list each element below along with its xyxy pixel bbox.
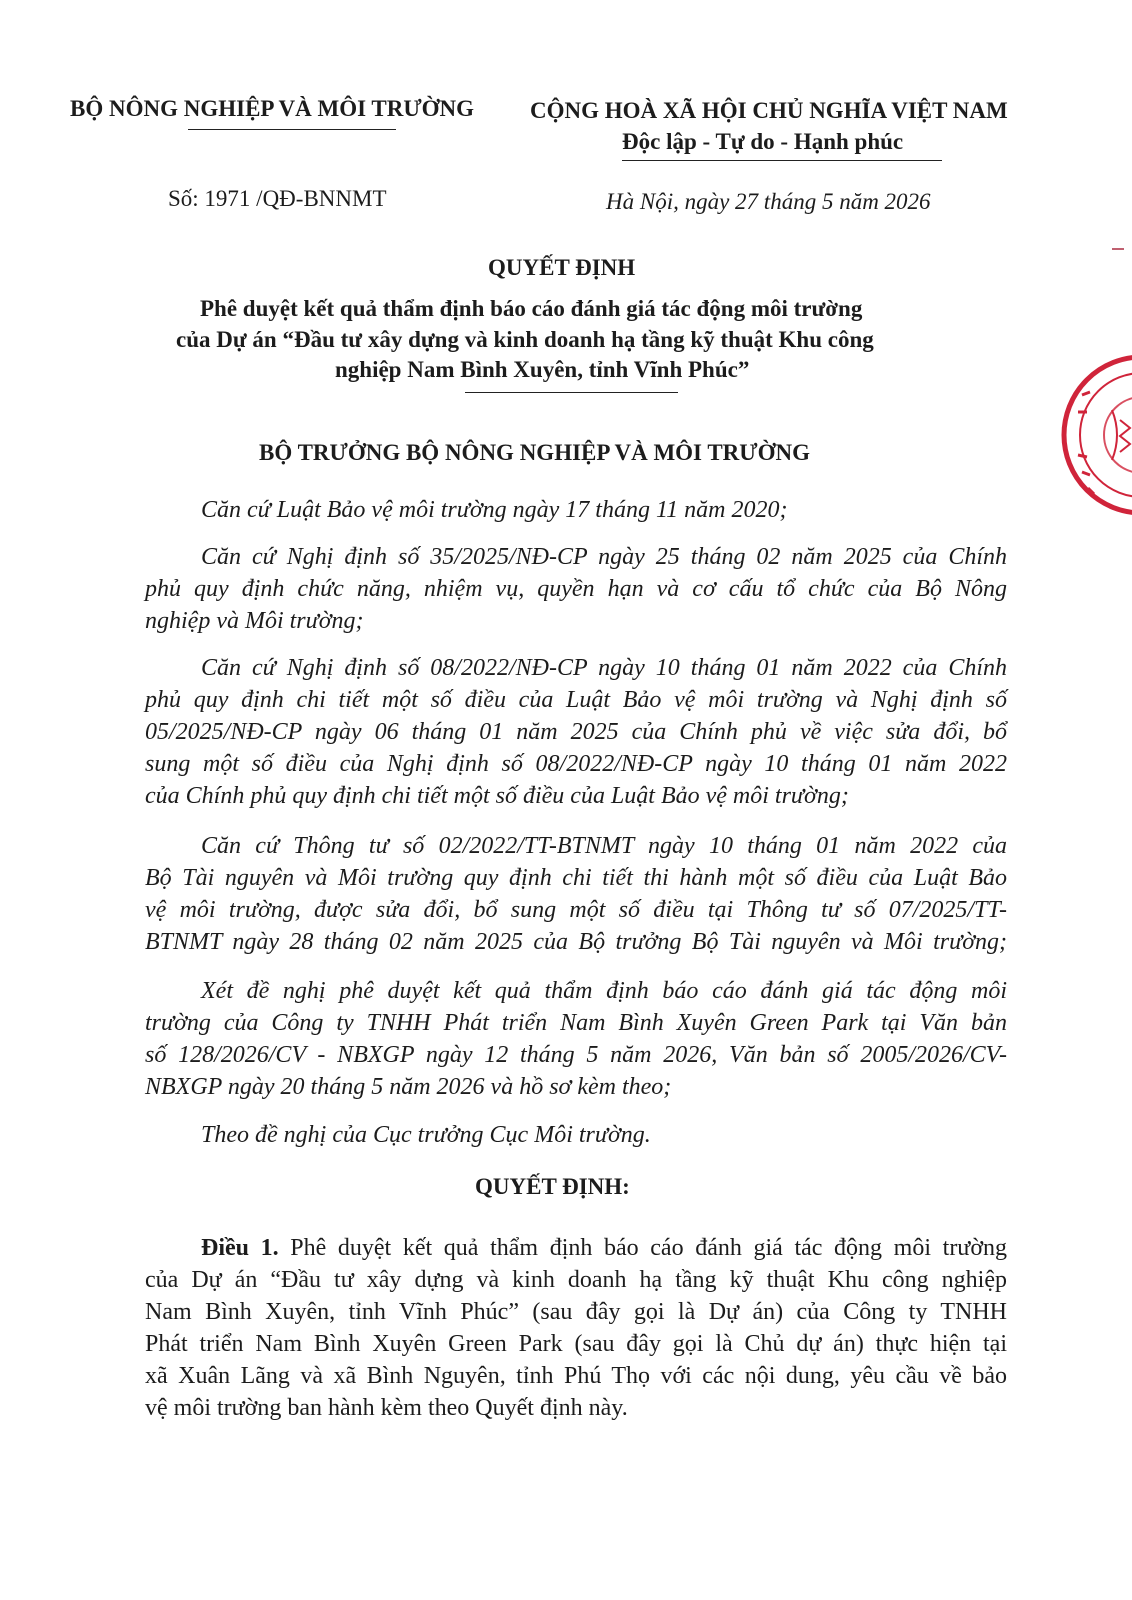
preamble-2: Căn cứ Nghị định số 35/2025/NĐ-CP ngày 25 tháng 02 năm 2025 của Chính phủ quy định chức năng, nhiệm vụ, quyền hạn và cơ cấu tổ chức của Bộ Nông nghiệp và Môi trường;	[145, 544, 1007, 634]
ministry-name: BỘ NÔNG NGHIỆP VÀ MÔI TRƯỜNG	[70, 96, 475, 121]
preamble-3: Căn cứ Nghị định số 08/2022/NĐ-CP ngày 10 tháng 01 năm 2022 của Chính phủ quy định chi tiết một số điều của Luật Bảo vệ môi trường và Nghị định số 05/2025/NĐ-CP ngày 06 tháng 01 năm 2025 của Chính phủ về việc sửa đổi, bổ sung một số điều của Nghị định số 08/2022/NĐ-CP ngày 10 tháng 01 năm 2022 của Chính phủ quy định chi tiết một số điều của Luật Bảo vệ môi trường;	[145, 655, 1007, 809]
subject-line-1: Phê duyệt kết quả thẩm định báo cáo đánh giá tác động môi trường	[200, 296, 863, 321]
motto-underline	[622, 160, 942, 161]
authority-title: BỘ TRƯỞNG BỘ NÔNG NGHIỆP VÀ MÔI TRƯỜNG	[259, 440, 810, 465]
article-1-label: Điều 1.	[201, 1235, 279, 1261]
ministry-underline	[188, 129, 396, 130]
article-1-first-line: Phê duyệt kết quả thẩm định báo cáo đánh giá tác động môi trường	[278, 1235, 1008, 1261]
subject-line-2: của Dự án “Đầu tư xây dựng và kinh doanh hạ tầng kỹ thuật Khu công	[176, 327, 874, 352]
seal-stamp	[1042, 340, 1132, 530]
country-name: CỘNG HOÀ XÃ HỘI CHỦ NGHĨA VIỆT NAM	[530, 98, 1008, 123]
article-1: Điều 1. Phê duyệt kết quả thẩm định báo cáo đánh giá tác động môi trường của Dự án “Đầu tư xây dựng và kinh doanh hạ tầng kỹ thuật Khu công nghiệp Nam Bình Xuyên, tỉnh Vĩnh Phúc” (sau đây gọi là Dự án) của Công ty TNHH Phát triển Nam Bình Xuyên Green Park (sau đây gọi là Chủ dự án) thực hiện tại xã Xuân Lãng và xã Bình Nguyên, tỉnh Phú Thọ với các nội dung, yêu cầu về bảo vệ môi trường ban hành kèm theo Quyết định này.	[145, 1235, 1008, 1421]
decision-title: QUYẾT ĐỊNH	[488, 255, 636, 280]
preamble-1: Căn cứ Luật Bảo vệ môi trường ngày 17 tháng 11 năm 2020;	[201, 497, 788, 523]
title-underline	[465, 392, 678, 393]
motto: Độc lập - Tự do - Hạnh phúc	[622, 129, 904, 154]
place-date: Hà Nội, ngày 27 tháng 5 năm 2026	[606, 189, 931, 214]
preamble-4: Căn cứ Thông tư số 02/2022/TT-BTNMT ngày 10 tháng 01 năm 2022 của Bộ Tài nguyên và Môi trường quy định chi tiết thi hành một số điều của Luật Bảo vệ môi trường, được sửa đổi, bổ sung một số điều tại Thông tư số 07/2025/TT- BTNMT ngày 28 tháng 02 năm 2025 của Bộ trưởng Bộ Tài nguyên và Môi trường;	[145, 833, 1007, 955]
decision-heading: QUYẾT ĐỊNH:	[475, 1174, 630, 1199]
subject-line-3: nghiệp Nam Bình Xuyên, tỉnh Vĩnh Phúc”	[335, 357, 750, 382]
preamble-5: Xét đề nghị phê duyệt kết quả thẩm định báo cáo đánh giá tác động môi trường của Công ty TNHH Phát triển Nam Bình Xuyên Green Park tại Văn bản số 128/2026/CV - NBXGP ngày 12 tháng 5 năm 2026, Văn bản số 2005/2026/CV- NBXGP ngày 20 tháng 5 năm 2026 và hồ sơ kèm theo;	[145, 978, 1007, 1100]
document-number: Số: 1971 /QĐ-BNNMT	[168, 186, 387, 211]
edge-mark	[1112, 248, 1124, 250]
preamble-6: Theo đề nghị của Cục trưởng Cục Môi trường.	[201, 1122, 651, 1148]
